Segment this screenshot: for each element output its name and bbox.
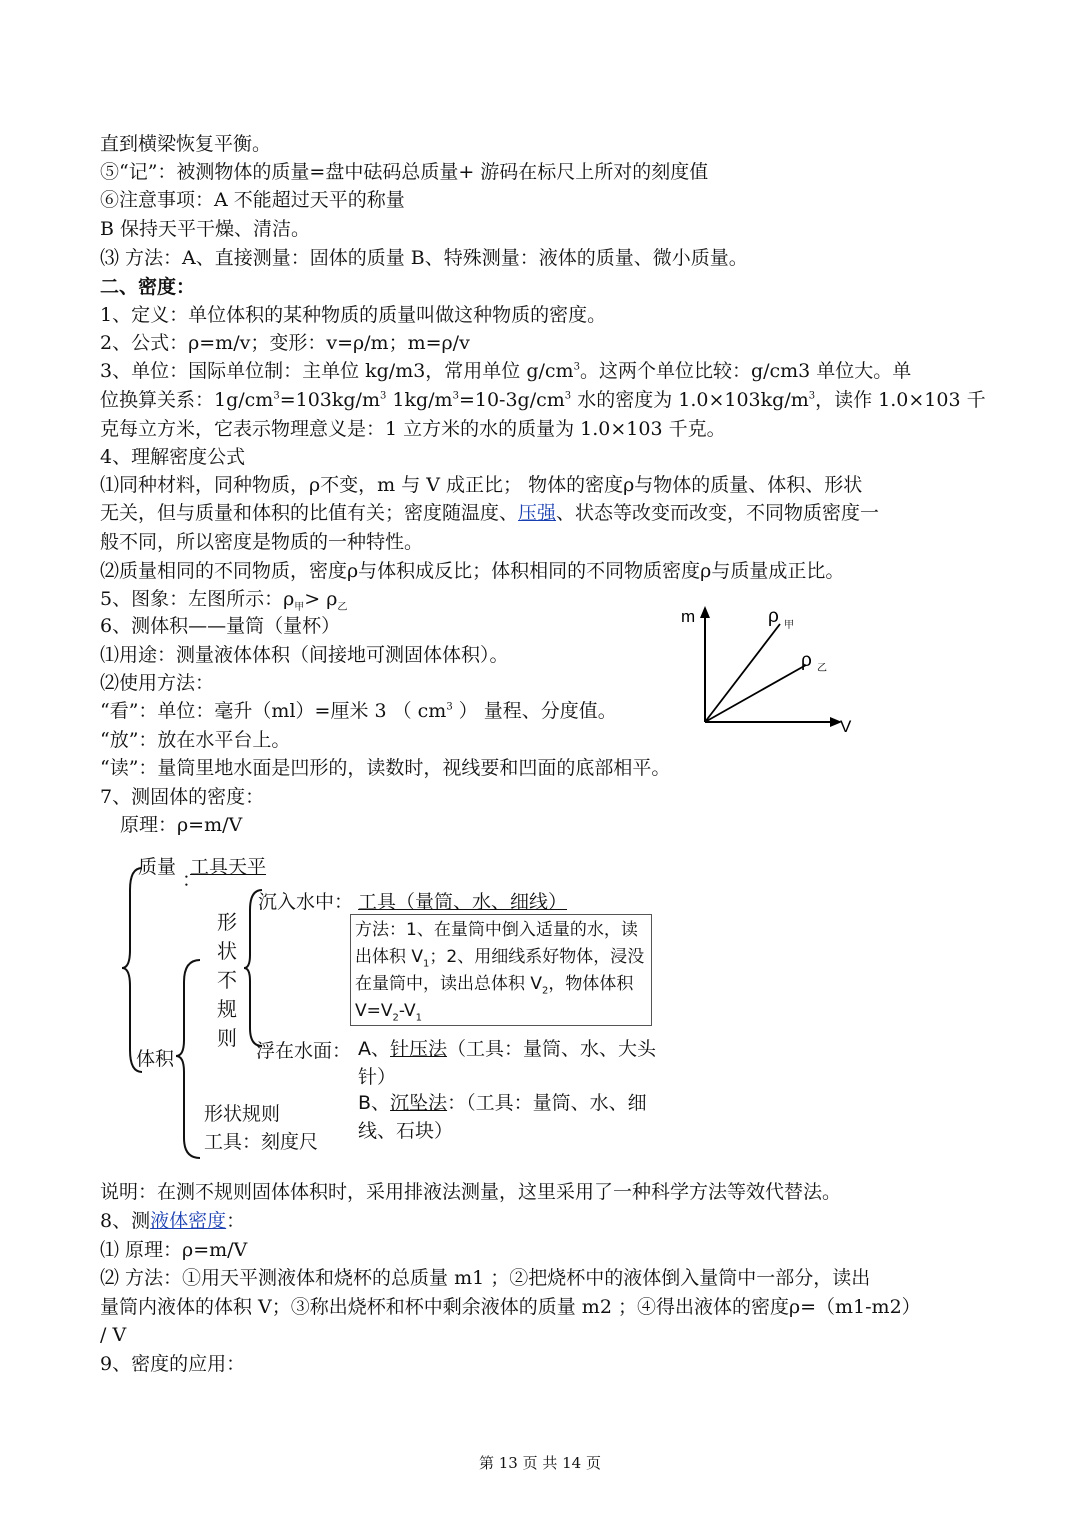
float-method-b xyxy=(358,1089,647,1117)
line-yi-sub: 乙 xyxy=(817,663,827,674)
text-line: ⑴同种材料，同种物质，ρ不变，m 与 V 成正比； 物体的密度ρ与物体的质量、体积、形状 xyxy=(100,474,863,496)
mass-colon: ： xyxy=(182,869,202,891)
superscript: 3 xyxy=(808,390,816,402)
text-span: 5、图象：左图所示：ρ xyxy=(100,588,295,610)
density-graph xyxy=(668,600,868,735)
text-line: B 保持天平干燥、清洁。 xyxy=(100,218,311,240)
text-line xyxy=(100,697,617,725)
superscript: 3 xyxy=(573,361,580,373)
superscript: 3 xyxy=(564,390,572,402)
text-line: ⑤“记”：被测物体的质量=盘中砝码总质量+ 游码在标尺上所对的刻度值 xyxy=(100,161,709,183)
text-line: ⑥注意事项：A 不能超过天平的称量 xyxy=(100,189,405,211)
irregular-char: 则 xyxy=(217,1026,237,1050)
text-line: ⑵质量相同的不同物质，密度ρ与体积成反比；体积相同的不同物质密度ρ与质量成正比。 xyxy=(100,560,845,582)
line-jia-sub: 甲 xyxy=(784,620,794,631)
sink-label: 沉入水中： xyxy=(258,891,354,913)
irregular-char: 状 xyxy=(217,939,237,963)
method-text: ；2、用细线系好物体，浸没在量筒中，读出总体积 V xyxy=(355,947,645,994)
text-span: ：（工具：量筒、水、细 xyxy=(447,1092,647,1114)
text-line: 7、测固体的密度： xyxy=(100,786,265,808)
text-span: 、状态等改变而改变，不同物质密度一 xyxy=(556,502,880,524)
text-line: 1、定义：单位体积的某种物质的质量叫做这种物质的密度。 xyxy=(100,304,607,326)
text-line: “放”：放在水平台上。 xyxy=(100,729,291,751)
method-box xyxy=(350,914,652,1026)
text-line: “读”：量筒里地水面是凹形的，读数时，视线要和凹面的底部相平。 xyxy=(100,757,671,779)
subscript: 甲 xyxy=(294,601,305,613)
y-axis-label: m xyxy=(681,607,696,626)
text-line xyxy=(100,386,986,414)
superscript: 3 xyxy=(379,390,387,402)
text-span: 1kg/m xyxy=(386,389,453,411)
pressure-link[interactable]: 压强 xyxy=(518,502,557,524)
section-heading: 二、密度： xyxy=(100,276,196,298)
regular-tool: 工具：刻度尺 xyxy=(204,1131,319,1153)
text-span: 3、单位：国际单位制：主单位 kg/m3，常用单位 g/cm xyxy=(100,360,574,382)
float-method-a-cont: 针） xyxy=(358,1066,397,1088)
text-line xyxy=(100,1207,245,1235)
liquid-density-link[interactable]: 液体密度 xyxy=(150,1210,227,1232)
text-line: 量筒内液体的体积 V；③称出烧杯和杯中剩余液体的质量 m2 ；④得出液体的密度ρ=（m1-m2） xyxy=(100,1296,921,1318)
line-jia xyxy=(705,624,780,722)
volume-brace xyxy=(176,960,200,1158)
text-span: ： xyxy=(226,1210,246,1232)
float-method-a xyxy=(358,1035,656,1063)
irregular-char: 形 xyxy=(217,910,237,934)
text-line: 9、密度的应用： xyxy=(100,1353,246,1375)
method-text: ，物体体积 V=V xyxy=(355,974,634,1021)
text-span: “看”：单位：毫升（ml）=厘米 3 （ cm xyxy=(100,700,447,722)
text-line: 6、测体积——量筒（量杯） xyxy=(100,615,341,637)
text-span: =103kg/m xyxy=(279,389,380,411)
text-line: 直到横梁恢复平衡。 xyxy=(100,133,272,155)
y-axis-arrow xyxy=(700,606,710,618)
irregular-char: 规 xyxy=(217,997,237,1021)
line-yi xyxy=(705,665,806,722)
page-footer: 第 13 页 共 14 页 xyxy=(478,1454,601,1472)
subscript: 1 xyxy=(415,1012,423,1024)
subscript: 乙 xyxy=(337,601,348,613)
line-yi-label: ρ xyxy=(801,650,812,671)
text-span: ，读作 1.0×103 千 xyxy=(815,389,986,411)
x-axis-label: V xyxy=(840,717,852,735)
mass-label: 质量 xyxy=(138,856,177,878)
float-method-b-cont: 线、石块） xyxy=(358,1120,454,1142)
text-line: 4、理解密度公式 xyxy=(100,446,246,468)
method-text: -V xyxy=(398,1001,416,1021)
superscript: 3 xyxy=(446,701,453,713)
text-span: 水的密度为 1.0×103kg/m xyxy=(571,389,809,411)
text-line: ⑶ 方法：A、直接测量：固体的质量 B、特殊测量：液体的质量、微小质量。 xyxy=(100,247,748,269)
text-span: 。这两个单位比较：g/cm3 单位大。单 xyxy=(579,360,912,382)
text-line: / V xyxy=(100,1324,127,1346)
irregular-char: 不 xyxy=(217,968,237,992)
mass-tool: 工具天平 xyxy=(190,856,267,878)
text-line: 2、公式：ρ=m/v；变形：v=ρ/m；m=ρ/v xyxy=(100,332,470,354)
needle-press-link[interactable]: 针压法 xyxy=(390,1038,448,1060)
text-line xyxy=(100,357,911,385)
line-jia-label: ρ xyxy=(768,606,779,627)
text-span: > ρ xyxy=(304,588,338,610)
text-line: 克每立方米，它表示物理意义是：1 立方米的水的质量为 1.0×103 千克。 xyxy=(100,418,726,440)
text-line: 般不同，所以密度是物质的一种特性。 xyxy=(100,531,424,553)
text-span: （工具：量筒、水、大头 xyxy=(447,1038,657,1060)
text-span: ） 量程、分度值。 xyxy=(452,700,617,722)
text-line: ⑵ 方法：①用天平测液体和烧杯的总质量 m1 ；②把烧杯中的液体倒入量筒中一部分，读出 xyxy=(100,1267,871,1289)
text-line xyxy=(100,585,347,613)
sink-tool: 工具（量筒、水、细线） xyxy=(358,891,568,913)
text-span: 无关，但与质量和体积的比值有关；密度随温度、 xyxy=(100,502,519,524)
subscript: 1 xyxy=(423,958,430,970)
subscript: 2 xyxy=(542,985,549,997)
subscript: 2 xyxy=(392,1012,399,1024)
text-line: ⑴ 原理：ρ=m/V xyxy=(100,1239,248,1261)
text-span: =10-3g/cm xyxy=(458,389,565,411)
superscript: 3 xyxy=(452,390,459,402)
text-line: 原理：ρ=m/V xyxy=(120,814,243,836)
regular-label: 形状规则 xyxy=(204,1103,281,1125)
text-line: 说明：在测不规则固体体积时，采用排液法测量，这里采用了一种科学方法等效代替法。 xyxy=(100,1181,842,1203)
method-text: 方法：1、在量筒中倒入适量的水，读出体积 V xyxy=(355,920,638,967)
volume-label: 体积 xyxy=(136,1048,175,1070)
text-line: ⑵使用方法： xyxy=(100,672,215,694)
sinker-link[interactable]: 沉坠法 xyxy=(390,1092,448,1114)
text-span: B、 xyxy=(358,1092,391,1114)
superscript: 3 xyxy=(273,390,280,402)
text-span: 位换算关系：1g/cm xyxy=(100,389,274,411)
float-label: 浮在水面： xyxy=(256,1040,352,1062)
outer-brace xyxy=(122,868,142,1072)
text-span: A、 xyxy=(358,1038,390,1060)
text-line: ⑴用途：测量液体体积（间接地可测固体体积）。 xyxy=(100,644,509,666)
text-span: 8、测 xyxy=(100,1210,151,1232)
text-line xyxy=(100,499,879,527)
